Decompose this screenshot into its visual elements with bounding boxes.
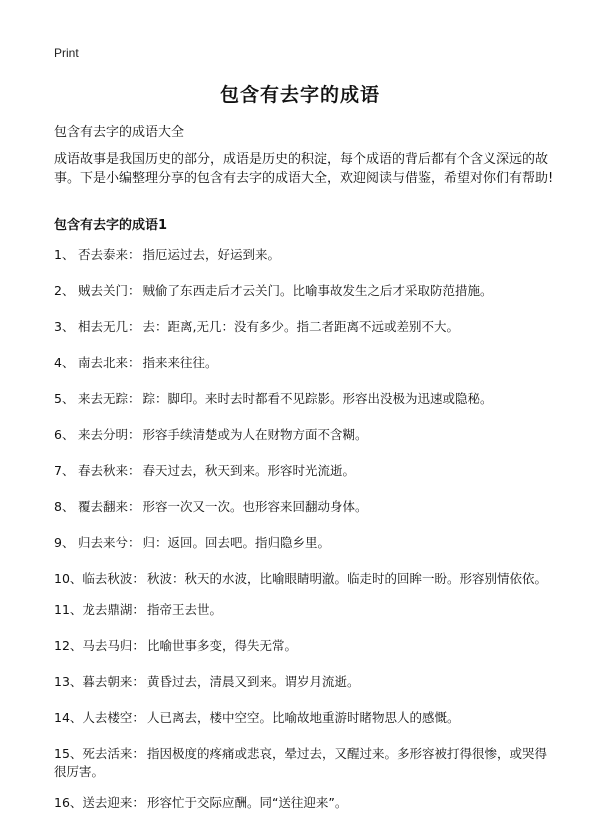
entry-number: 1、 [54,247,75,262]
entry-number: 10、 [54,571,83,586]
entry-idiom: 暮去朝来 [82,674,133,689]
entry-number: 9、 [54,535,75,550]
entry-definition: 形容一次又一次。也形容来回翻动身体。 [142,499,368,514]
idiom-entry [54,745,554,781]
entry-separator: ： [132,638,145,653]
entry-idiom: 死去活来 [82,746,133,761]
entry-number: 5、 [54,391,75,406]
entry-separator: ： [132,795,145,810]
entry-separator: ： [128,283,141,298]
entry-idiom: 马去马归 [82,638,133,653]
entry-separator: ： [132,746,145,761]
idiom-entry [54,426,554,444]
entry-number: 15、 [54,746,83,761]
entry-separator: ： [132,571,145,586]
entry-number: 8、 [54,499,75,514]
entry-separator: ： [128,427,141,442]
idiom-list [54,246,554,830]
entry-idiom: 归去来兮 [78,535,129,550]
entry-idiom: 龙去鼎湖 [82,602,133,617]
page-title: 包含有去字的成语 [219,84,380,106]
entry-definition: 黄昏过去，清晨又到来。谓岁月流逝。 [146,674,360,689]
entry-separator: ： [132,710,145,725]
entry-number: 3、 [54,319,75,334]
subtitle: 包含有去字的成语大全 [54,125,185,140]
entry-definition: 指来来往往。 [142,355,218,370]
entry-definition: 去：距离,无几：没有多少。指二者距离不远或差别不大。 [142,319,460,334]
entry-separator: ： [128,355,141,370]
entry-idiom: 相去无几 [78,319,129,334]
entry-definition: 指厄运过去，好运到来。 [142,247,281,262]
entry-idiom: 人去楼空 [82,710,133,725]
entry-definition: 贼偷了东西走后才云关门。比喻事故发生之后才采取防范措施。 [142,283,493,298]
idiom-entry [54,601,554,619]
idiom-entry [54,354,554,372]
entry-number: 12、 [54,638,83,653]
entry-separator: ： [128,499,141,514]
entry-separator: ： [132,674,145,689]
entry-number: 4、 [54,355,75,370]
idiom-entry [54,318,554,336]
entry-definition: 踪：脚印。来时去时都看不见踪影。形容出没极为迅速或隐秘。 [142,391,493,406]
idiom-entry [54,498,554,516]
entry-idiom: 覆去翻来 [78,499,129,514]
entry-idiom: 临去秋波 [82,571,133,586]
entry-number: 7、 [54,463,75,478]
idiom-entry [54,282,554,300]
entry-number: 6、 [54,427,75,442]
entry-idiom: 否去泰来 [78,247,129,262]
idiom-entry [54,390,554,408]
entry-idiom: 春去秋来 [78,463,129,478]
entry-separator: ： [128,391,141,406]
entry-separator: ： [132,602,145,617]
idiom-entry [54,246,554,264]
section-heading: 包含有去字的成语1 [54,218,168,233]
intro-paragraph: 成语故事是我国历史的部分，成语是历史的积淀，每个成语的背后都有个含义深远的故事。下是小编整理分享的包含有去字的成语大全，欢迎阅读与借鉴，希望对你们有帮助! [54,152,554,186]
idiom-entry [54,709,554,727]
idiom-entry [54,462,554,480]
entry-idiom: 南去北来 [78,355,129,370]
entry-idiom: 来去无踪 [78,391,129,406]
entry-number: 13、 [54,674,83,689]
entry-number: 14、 [54,710,83,725]
idiom-entry [54,534,554,552]
idiom-entry [54,637,554,655]
entry-definition: 形容手续清楚或为人在财物方面不含糊。 [142,427,368,442]
idiom-entry [54,794,554,812]
entry-idiom: 来去分明 [78,427,129,442]
entry-definition: 形容忙于交际应酬。同“送往迎来”。 [146,795,348,810]
entry-idiom: 贼去关门 [78,283,129,298]
entry-number: 16、 [54,795,83,810]
entry-definition: 指因极度的疼痛或悲哀，晕过去，又醒过来。多形容被打得很惨，或哭得很厉害。 [54,746,547,779]
entry-separator: ： [128,247,141,262]
entry-definition: 指帝王去世。 [146,602,222,617]
entry-separator: ： [128,535,141,550]
entry-definition: 秋波：秋天的水波，比喻眼睛明澈。临走时的回眸一盼。形容别情依依。 [146,571,547,586]
idiom-entry [54,570,554,588]
entry-separator: ： [128,463,141,478]
entry-definition: 比喻世事多变，得失无常。 [146,638,297,653]
entry-definition: 人已离去，楼中空空。比喻故地重游时睹物思人的感慨。 [146,710,460,725]
entry-idiom: 送去迎来 [82,795,133,810]
entry-definition: 归：返回。回去吧。指归隐乡里。 [142,535,331,550]
entry-definition: 春天过去，秋天到来。形容时光流逝。 [142,463,356,478]
print-link[interactable]: Print [54,46,79,60]
entry-number: 11、 [54,602,83,617]
idiom-entry [54,673,554,691]
entry-number: 2、 [54,283,75,298]
entry-separator: ： [128,319,141,334]
